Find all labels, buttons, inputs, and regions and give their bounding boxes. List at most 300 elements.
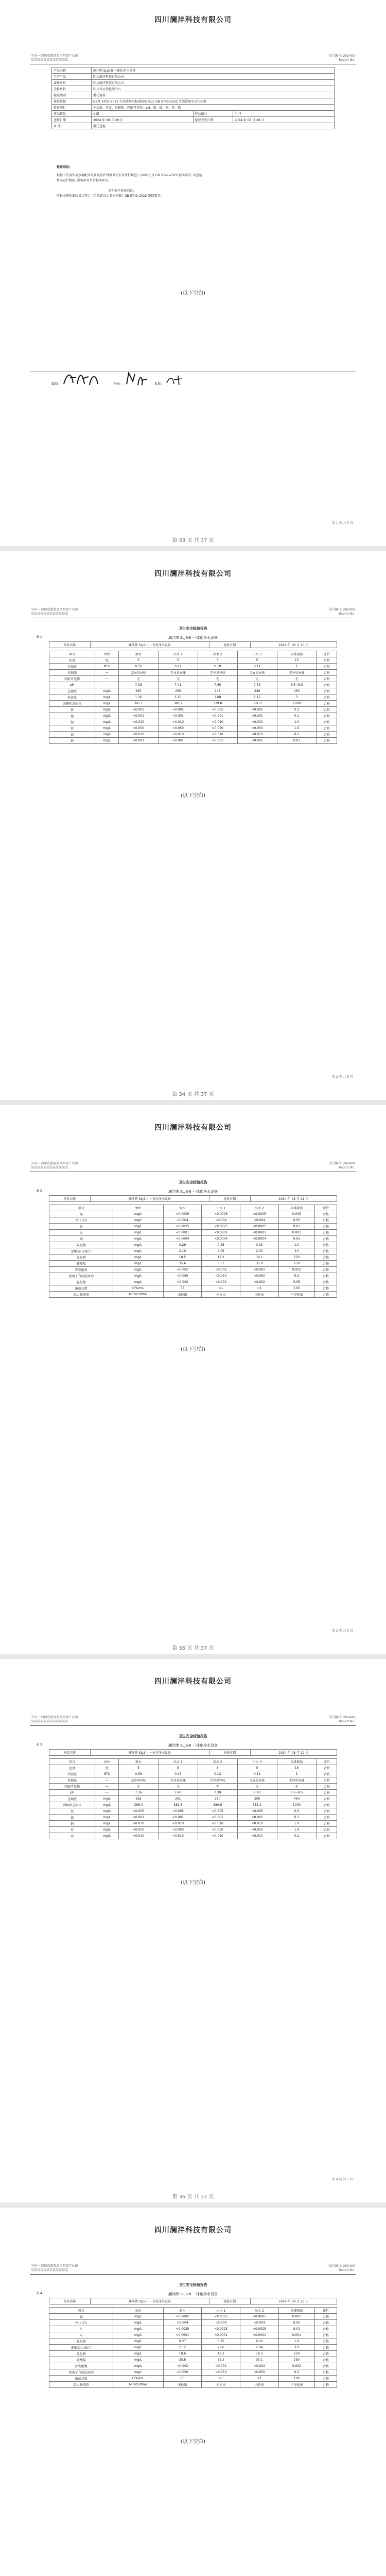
table-row — [49, 1771, 337, 1777]
table-cell: <0.002 — [202, 1267, 240, 1273]
page-separator — [0, 2202, 386, 2208]
table-cell: 锌 — [49, 725, 95, 732]
info-row — [52, 74, 335, 80]
table-cell: 合格 — [314, 1248, 337, 1255]
table-cell: 合格 — [314, 2376, 337, 2382]
report-page-1 — [21, 0, 365, 531]
sample-meta-table — [49, 1195, 337, 1202]
info-value: 四川省水质检测中心 — [92, 86, 335, 92]
table-caption: 表 4 — [36, 2292, 42, 2295]
sign-label-reviewer: 审核: — [113, 382, 121, 386]
header-left — [31, 54, 78, 62]
table-header-row — [49, 2308, 337, 2314]
table-cell: 镉 — [49, 1211, 113, 1217]
table-cell: 合格 — [314, 1230, 337, 1236]
table-cell: 未检出 — [240, 1292, 279, 1298]
table-cell: 无异臭异味 — [198, 670, 237, 676]
company-title: 四川澜沣科技有限公司 — [154, 2226, 232, 2234]
table-cell: 5 — [198, 657, 237, 664]
table-cell: 菌落总数 — [49, 2376, 113, 2382]
table-caption: 表 2 — [36, 1189, 42, 1193]
info-value: 四川澜沣科技有限公司 — [92, 80, 335, 86]
table-cell: 5 — [158, 657, 198, 664]
table-cell: 18.6 — [163, 2351, 202, 2357]
table-cell: <0.005 — [119, 1808, 159, 1815]
table-cell: 250 — [278, 2351, 314, 2357]
column-header: 项目 — [49, 1759, 95, 1765]
table-cell: 6.5~8.5 — [277, 682, 317, 688]
table-cell: <0.050 — [163, 2369, 202, 2376]
table-cell: 合格 — [314, 2369, 337, 2376]
table-caption: 表 3 — [36, 1743, 42, 1747]
table-cell: 35.1 — [240, 2357, 279, 2363]
table-row — [49, 682, 337, 688]
table-row — [49, 738, 337, 744]
meta-value: 2024 年 08 月 20 日 — [250, 642, 337, 648]
table-cell: 1.0 — [277, 1827, 317, 1833]
table-cell: 0.2 — [277, 1833, 317, 1839]
table-cell: 合格 — [317, 1771, 337, 1777]
table-cell: 合格 — [317, 670, 337, 676]
info-value: 四川澜沣科技有限公司 — [92, 74, 335, 80]
table-cell: 合格 — [317, 1827, 337, 1833]
table-cell: 35.8 — [163, 2357, 202, 2363]
info-value: 澜沣牌 SLJS-II 一体化净水设备 — [92, 67, 335, 74]
table-cell: mg/L — [113, 2363, 163, 2369]
table-row — [49, 694, 337, 701]
table-cell: mg/L — [95, 732, 119, 738]
info-value: 浑浊度、色度、臭和味、肉眼可见物、pH、铁、锰、铜、锌、铝 — [92, 105, 335, 111]
table-cell: 381.5 — [158, 1802, 198, 1808]
table-cell: 248 — [198, 688, 237, 694]
column-header: 原水 — [119, 651, 159, 657]
info-row — [52, 92, 335, 98]
table-cell: 合格 — [314, 2326, 337, 2332]
report-number: 报告编号: 2024XX — [328, 608, 355, 612]
table-cell: 合格 — [314, 1242, 337, 1248]
table-cell: 耗氧量 — [49, 694, 95, 701]
table-cell: <0.010 — [158, 732, 198, 738]
meta-value: 澜沣牌 SLJS-II 一体化净水设备 — [91, 2298, 209, 2304]
info-value: 委托送检 — [92, 123, 335, 129]
table-cell: MPN/100mL — [113, 2382, 163, 2388]
table-cell: 总硬度 — [49, 1796, 95, 1802]
header-right — [329, 1716, 355, 1724]
table-cell: 1 — [277, 1771, 317, 1777]
table-cell: 0.01 — [278, 1224, 314, 1230]
table-cell: 18.2 — [240, 2351, 279, 2357]
table-cell: 合格 — [317, 664, 337, 670]
table-cell: 0.1 — [277, 1815, 317, 1821]
column-header: 标准限值 — [278, 2308, 314, 2314]
table-cell: <0.0004 — [240, 1236, 279, 1242]
table-cell: 汞 — [49, 2332, 113, 2338]
info-label: 委托单位 — [52, 80, 92, 86]
table-row — [49, 1267, 337, 1273]
table-row — [49, 2320, 337, 2326]
table-cell: 15 — [277, 657, 317, 664]
table-cell: <0.0004 — [202, 1236, 240, 1242]
table-cell: mg/L — [95, 688, 119, 694]
column-header: 项目 — [49, 1205, 113, 1211]
author-signature — [62, 368, 103, 389]
column-header: 项目 — [49, 651, 95, 657]
table-cell: 未检出 — [163, 1292, 202, 1298]
conclusion-line — [57, 183, 335, 189]
table-cell: NTU — [95, 664, 119, 670]
meta-value: 2024 年 08 月 23 日 — [250, 2298, 337, 2304]
table-cell: 硫酸盐 — [49, 2357, 113, 2363]
page-number: 第 3 页 共 5 页 — [331, 1629, 353, 1633]
table-cell: <0.005 — [198, 1808, 237, 1815]
header-left — [31, 608, 78, 616]
table-cell: mg/L — [113, 1211, 163, 1217]
info-value: S-01 — [233, 111, 335, 117]
table-cell: 0.002 — [278, 2363, 314, 2369]
table-cell: 未检出 — [163, 2382, 202, 2388]
column-header: 出水 1 — [158, 1759, 198, 1765]
table-cell: mg/L — [113, 1267, 163, 1273]
table-cell: mg/L — [113, 2320, 163, 2326]
page-separator — [0, 1100, 386, 1105]
table-cell: <0.0025 — [202, 1224, 240, 1230]
sign-label-author: 编制: — [51, 382, 59, 386]
table-row — [49, 713, 337, 719]
column-header: 评价 — [314, 1205, 337, 1211]
document-footer: 第 35 页 共 37 页 — [172, 1646, 214, 1651]
table-cell: 7.36 — [119, 1790, 159, 1796]
table-cell: 6.5~8.5 — [277, 1790, 317, 1796]
table-cell: mg/L — [113, 1236, 163, 1242]
table-caption: 表 1 — [36, 635, 42, 639]
report-title: 卫生安全检验报告 — [179, 1180, 207, 1184]
info-row — [52, 86, 335, 92]
report-number-en: Report No. — [339, 2268, 355, 2272]
table-row — [49, 2376, 337, 2382]
table-row — [49, 657, 337, 664]
table-row — [49, 2351, 337, 2357]
column-header: 出水 3 — [237, 651, 277, 657]
table-cell: 2.10 — [163, 1248, 202, 1255]
table-cell: mg/L — [95, 738, 119, 744]
header-left-line: 某某某某某某某某某某某某 — [31, 2268, 68, 2272]
table-row — [49, 2345, 337, 2351]
meta-label: 检验日期 — [209, 2298, 250, 2304]
blank-marker: (以下空白) — [181, 793, 205, 799]
company-title: 四川澜沣科技有限公司 — [154, 1124, 232, 1132]
report-page-4 — [21, 1662, 365, 2187]
table-cell: <0.001 — [198, 738, 237, 744]
table-cell: 无 — [277, 1784, 317, 1790]
table-row — [49, 688, 337, 694]
table-cell: 3 — [277, 694, 317, 701]
table-cell: 5 — [158, 1765, 198, 1771]
table-cell: 0.01 — [277, 738, 317, 744]
table-cell: <0.050 — [202, 2369, 240, 2376]
table-cell: <0.050 — [240, 1273, 279, 1279]
table-cell: <0.0025 — [240, 1224, 279, 1230]
table-row — [49, 1236, 337, 1242]
table-cell: MPN/100mL — [113, 1292, 163, 1298]
table-cell: 395.1 — [119, 701, 159, 707]
column-header: 单位 — [113, 2308, 163, 2314]
table-cell: 60 — [163, 2376, 202, 2382]
table-cell: 挥发酚类 — [49, 1267, 113, 1273]
table-cell: 0.27 — [163, 2338, 202, 2345]
table-cell: 381.2 — [237, 1802, 277, 1808]
header-left-line: 中国 • 四川成都双流区西部产业园 — [31, 1162, 78, 1165]
table-cell: 5 — [237, 657, 277, 664]
table-row — [49, 2382, 337, 2388]
table-cell: — — [95, 682, 119, 688]
table-cell: 2.05 — [202, 1248, 240, 1255]
table-cell: CFU/mL — [113, 1285, 163, 1292]
table-cell: 无 — [237, 676, 277, 682]
table-cell: 1000 — [277, 1802, 317, 1808]
table-cell: 臭和味 — [49, 1777, 95, 1784]
table-cell: 色度 — [49, 657, 95, 664]
table-cell: <0.0025 — [240, 2326, 279, 2332]
table-cell: 381.0 — [237, 701, 277, 707]
meta-label: 样品名称 — [49, 2298, 91, 2304]
table-cell: <0.0001 — [163, 1230, 202, 1236]
column-header: 标准限值 — [277, 651, 317, 657]
table-cell: 镉 — [49, 2314, 113, 2320]
table-cell: mg/L — [95, 1808, 119, 1815]
meta-label: 检验日期 — [209, 1750, 250, 1756]
table-cell: 250 — [158, 688, 198, 694]
table-cell: mg/L — [95, 701, 119, 707]
table-cell: 260 — [119, 688, 159, 694]
blank-marker: (以下空白) — [181, 1880, 205, 1886]
table-cell: mg/L — [113, 2314, 163, 2320]
table-cell: 0.56 — [119, 664, 159, 670]
table-cell: mg/L — [113, 2338, 163, 2345]
table-cell: 铁 — [49, 707, 95, 713]
header-left-line: 某某某某某某某某某某某某 — [31, 58, 68, 62]
table-cell: <0.0004 — [163, 1236, 202, 1242]
table-cell: <0.010 — [119, 1821, 159, 1827]
table-cell: 合格 — [317, 1802, 337, 1808]
table-cell: <0.0001 — [240, 1230, 279, 1236]
table-cell: <1 — [240, 1285, 279, 1292]
info-label: 受检单位 — [52, 86, 92, 92]
table-cell: 0.25 — [240, 1242, 279, 1248]
table-cell: 1.0 — [277, 719, 317, 725]
table-row — [49, 1285, 337, 1292]
report-number-en: Report No. — [339, 1166, 355, 1170]
table-cell: 0.10 — [198, 664, 237, 670]
table-cell: 7.39 — [237, 682, 277, 688]
table-row — [49, 719, 337, 725]
results-table — [49, 651, 337, 744]
info-value: 2024 年 08 月 28 日 — [233, 117, 335, 123]
table-cell: 1 — [277, 664, 317, 670]
table-cell: 1.0 — [278, 1242, 314, 1248]
table-cell: <0.050 — [240, 2369, 279, 2376]
table-cell: <0.010 — [237, 1821, 277, 1827]
column-header: 项目 — [49, 2308, 113, 2314]
table-cell: 1.10 — [158, 694, 198, 701]
table-cell: 250 — [278, 1261, 314, 1267]
table-cell: 7.38 — [119, 682, 159, 688]
table-cell: 不得检出 — [278, 1292, 314, 1298]
table-cell: 7.41 — [158, 682, 198, 688]
table-cell: 无 — [158, 1784, 198, 1790]
info-row — [52, 117, 335, 123]
meta-value: 2024 年 08 月 22 日 — [250, 1750, 337, 1756]
report-number-en: Report No. — [339, 58, 355, 62]
report-page-5 — [21, 2210, 365, 2576]
table-row — [49, 1292, 337, 1298]
column-header: 出水 1 — [202, 2308, 240, 2314]
table-cell: mg/L — [113, 1273, 163, 1279]
table-cell: 5 — [119, 657, 159, 664]
table-cell: <0.010 — [237, 1833, 277, 1839]
table-cell: 380.2 — [158, 701, 198, 707]
table-cell: 铬(六价) — [49, 2320, 113, 2326]
info-row — [52, 98, 335, 105]
table-cell: 阴离子合成洗涤剂 — [49, 2369, 113, 2376]
table-cell: 合格 — [317, 725, 337, 732]
table-cell: 262 — [119, 1796, 159, 1802]
info-value: GB/T 5750-2022 生活饮用水标准检验方法; GB 5749-2022 生活饮用水卫生标准 — [92, 98, 335, 105]
table-cell: <0.001 — [198, 713, 237, 719]
table-cell: 0.13 — [158, 1771, 198, 1777]
table-cell: 18.2 — [202, 1255, 240, 1261]
table-cell: 58 — [163, 1285, 202, 1292]
column-header: 原水 — [163, 1205, 202, 1211]
conclusion-line: 卫生安全检验结论: — [108, 189, 134, 193]
table-cell: 合格 — [317, 1784, 337, 1790]
header-right — [329, 1162, 355, 1170]
header-left — [31, 1162, 78, 1170]
table-cell: 250 — [198, 1796, 237, 1802]
table-cell: 合格 — [317, 682, 337, 688]
table-cell: 合格 — [314, 1211, 337, 1217]
info-row — [52, 80, 335, 86]
table-cell: <0.001 — [119, 1815, 159, 1821]
table-cell: <0.001 — [158, 738, 198, 744]
table-cell: 100 — [278, 1285, 314, 1292]
table-cell: <1 — [202, 1285, 240, 1292]
column-header: 原水 — [163, 2308, 202, 2314]
table-cell: 肉眼可见物 — [49, 1784, 95, 1790]
table-cell: <0.001 — [119, 738, 159, 744]
table-cell: <0.002 — [240, 1267, 279, 1273]
table-cell: 臭和味 — [49, 670, 95, 676]
table-cell: 1.0 — [278, 2338, 314, 2345]
table-cell: <0.004 — [202, 2320, 240, 2326]
table-cell: mg/L — [113, 2326, 163, 2332]
column-header: 出水 3 — [237, 1759, 277, 1765]
table-cell: mg/L — [95, 725, 119, 732]
table-row — [49, 701, 337, 707]
table-cell: 铬(六价) — [49, 1217, 113, 1224]
table-cell: 合格 — [314, 1217, 337, 1224]
table-cell: 251 — [158, 1796, 198, 1802]
table-row — [49, 1821, 337, 1827]
table-cell: 未检出 — [240, 2382, 279, 2388]
sample-meta-table — [49, 2298, 337, 2304]
page-number: 第 1 页 共 5 页 — [331, 521, 353, 525]
table-cell: <0.0001 — [202, 2332, 240, 2338]
table-cell: 合格 — [314, 2351, 337, 2357]
table-cell: <0.010 — [237, 719, 277, 725]
table-cell: 阴离子合成洗涤剂 — [49, 1273, 113, 1279]
table-cell: <0.010 — [119, 719, 159, 725]
report-subtitle: 澜沣牌 SLJS-II 一体化净水设备 — [168, 2292, 218, 2296]
table-cell: mg/L — [95, 1796, 119, 1802]
table-cell: 7.40 — [158, 1790, 198, 1796]
table-cell: 0.005 — [278, 1211, 314, 1217]
header-rule — [30, 1725, 356, 1726]
document-footer: 第 33 页 共 37 页 — [172, 538, 214, 544]
report-subtitle: 澜沣牌 SLJS-II 一体化净水设备 — [168, 1743, 218, 1748]
report-number: 报告编号: 2024XX — [328, 54, 355, 58]
info-label: 样品编号 — [193, 111, 233, 117]
table-cell: 无异臭异味 — [158, 670, 198, 676]
table-row — [49, 1796, 337, 1802]
table-cell: 氯化物 — [49, 1255, 113, 1261]
column-header: 出水 2 — [240, 1205, 279, 1211]
table-cell: 35.0 — [240, 1261, 279, 1267]
column-header: 出水 2 — [198, 651, 237, 657]
table-cell: 2.04 — [240, 2345, 279, 2351]
table-cell: <0.050 — [158, 1827, 198, 1833]
table-cell: <0.002 — [163, 1267, 202, 1273]
table-cell: <0.050 — [158, 725, 198, 732]
report-number-en: Report No. — [339, 1720, 355, 1723]
info-label: 产品名称 — [52, 67, 92, 74]
blank-marker: (以下空白) — [181, 2439, 205, 2445]
header-left-line: 中国 • 四川成都双流区西部产业园 — [31, 608, 78, 612]
column-header: 评价 — [317, 1759, 337, 1765]
table-cell: 0.05 — [278, 2320, 314, 2326]
table-cell: 0.001 — [278, 1230, 314, 1236]
table-cell: 总大肠菌群 — [49, 1292, 113, 1298]
meta-label: 样品名称 — [49, 642, 91, 648]
table-cell: 5 — [198, 1765, 237, 1771]
table-cell: 合格 — [314, 1224, 337, 1230]
info-value: 委托检验 — [92, 92, 335, 98]
table-row — [49, 670, 337, 676]
info-row — [52, 111, 335, 117]
table-cell: 0.26 — [163, 1242, 202, 1248]
table-cell: <0.002 — [240, 1279, 279, 1285]
table-cell: <0.010 — [158, 719, 198, 725]
table-cell: mg/L — [95, 1815, 119, 1821]
table-cell: <0.005 — [158, 707, 198, 713]
table-cell: 18.5 — [163, 1255, 202, 1261]
table-cell: 铜 — [49, 1821, 95, 1827]
sample-meta-table — [49, 1749, 337, 1756]
report-number: 报告编号: 2024XX — [328, 1716, 355, 1719]
info-label: 送样日期 — [52, 117, 92, 123]
table-cell: <0.0005 — [163, 1211, 202, 1217]
table-cell: 无异臭异味 — [119, 1777, 159, 1784]
table-row — [49, 1255, 337, 1261]
conclusion-title: 检验结论: — [57, 165, 71, 169]
table-cell: 铜 — [49, 719, 95, 725]
table-cell: <0.010 — [119, 1833, 159, 1839]
report-number: 报告编号: 2024XX — [328, 1162, 355, 1165]
table-row — [49, 2369, 337, 2376]
table-cell: 无 — [277, 676, 317, 682]
table-cell: pH — [49, 1790, 95, 1796]
meta-value: 澜沣牌 SLJS-II 一体化净水设备 — [91, 642, 209, 648]
table-row — [49, 2338, 337, 2345]
